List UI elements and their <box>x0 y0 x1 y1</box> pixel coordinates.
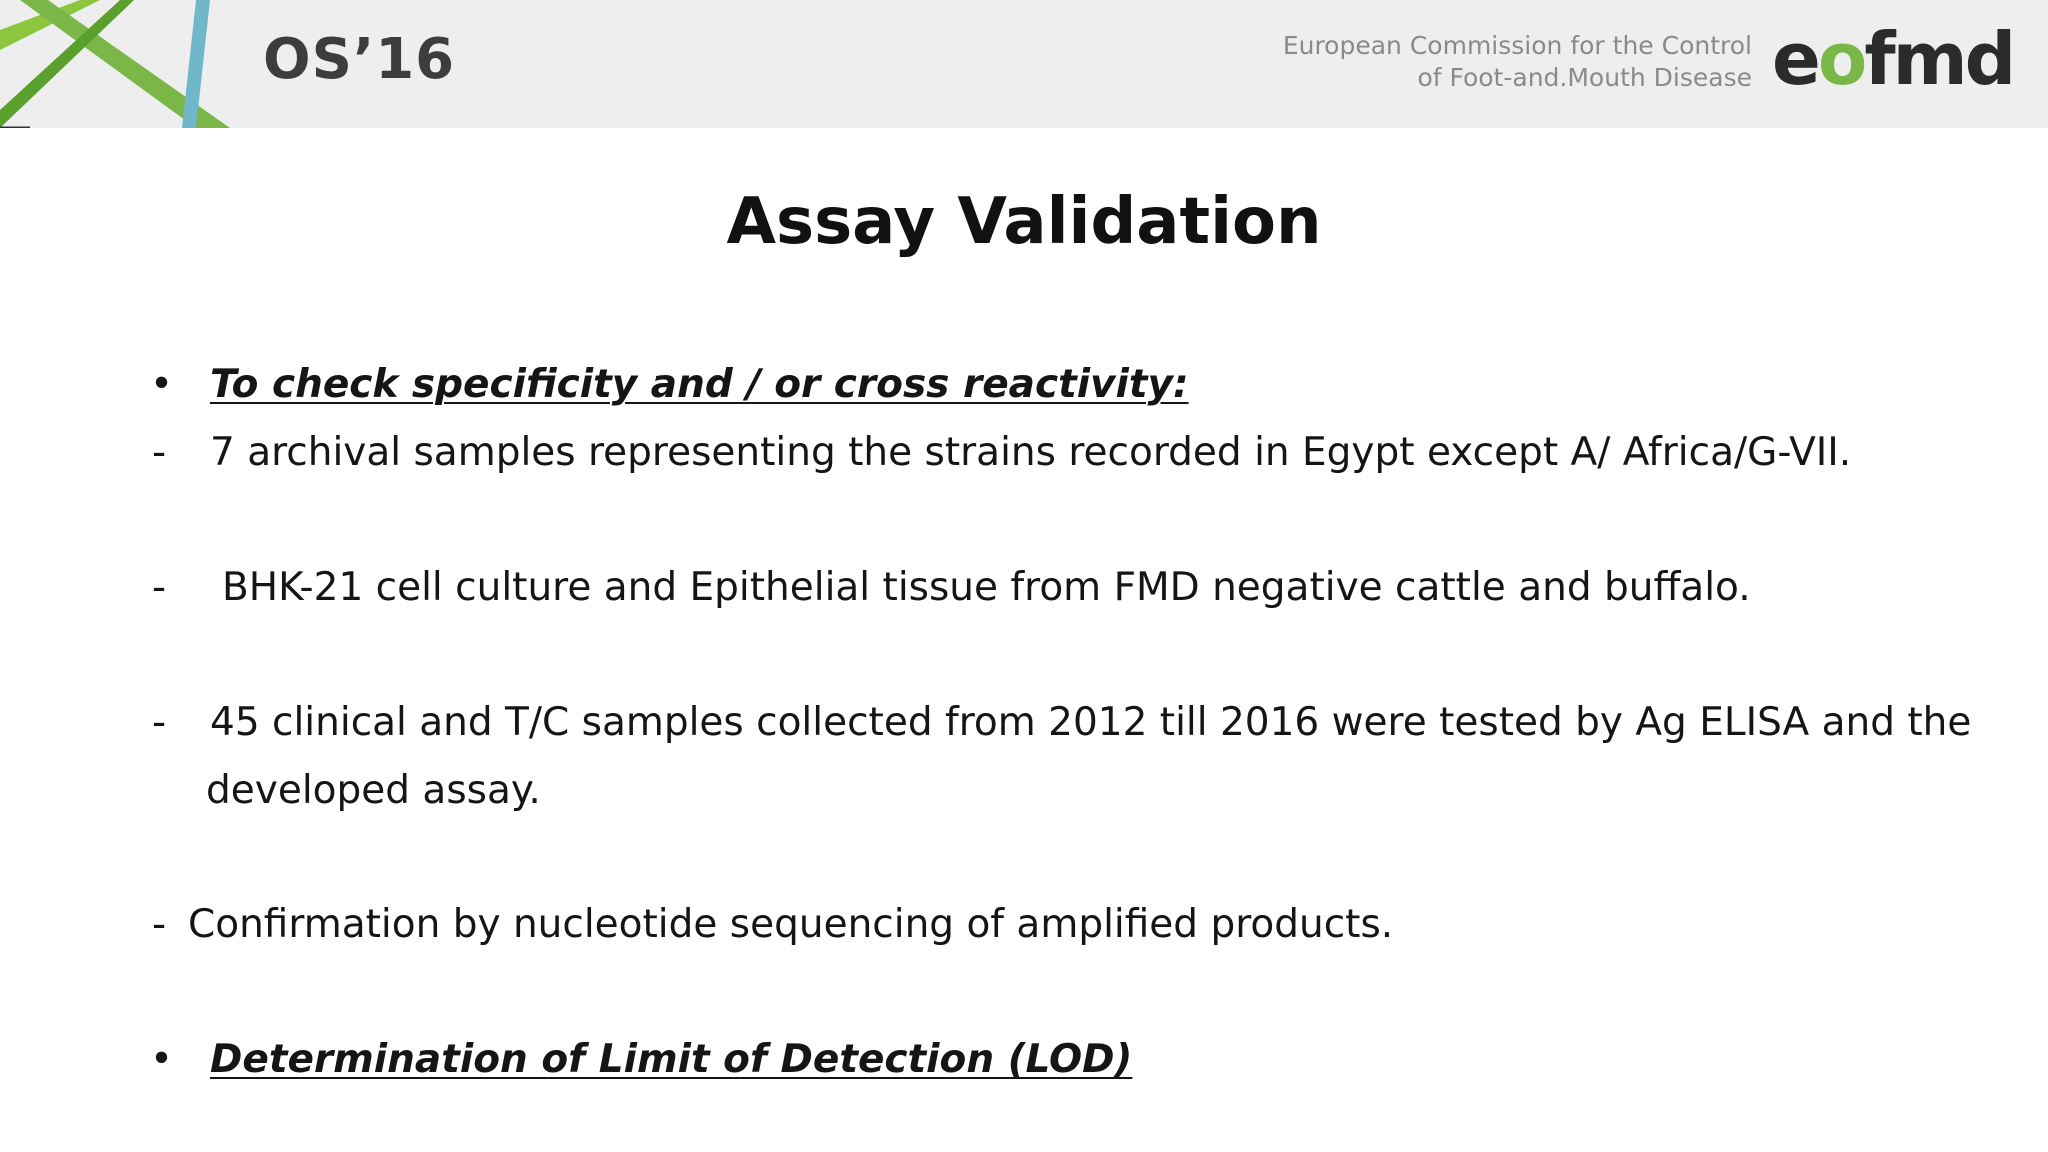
slide-header <box>0 0 2048 128</box>
decorative-stripes-graphic <box>0 0 230 128</box>
heading-specificity: To check specificity and / or cross reactivity: <box>210 362 1189 407</box>
eufmd-logo: eofmd <box>1772 17 2014 101</box>
item-confirmation-sequencing: Confirmation by nucleotide sequencing of amplified products. <box>188 902 1394 947</box>
event-label: OS’16 <box>263 27 456 92</box>
organization-name-line2: of Foot-and.Mouth Disease <box>1417 63 1752 92</box>
slide-title: Assay Validation <box>726 185 1322 259</box>
heading-limit-of-detection: Determination of Limit of Detection (LOD) <box>210 1037 1133 1082</box>
dash-marker: - <box>152 902 167 947</box>
item-clinical-samples-line1: 45 clinical and T/C samples collected from 2012 till 2016 were tested by Ag ELISA and the <box>210 700 1972 745</box>
organization-name-line1: European Commission for the Control <box>1282 31 1752 60</box>
item-clinical-samples-line2: developed assay. <box>206 768 541 813</box>
item-archival-samples: 7 archival samples representing the strains recorded in Egypt except A/ Africa/G-VII. <box>210 430 1852 475</box>
bullet-marker: • <box>150 1037 174 1082</box>
organization-name <box>1283 30 1752 94</box>
dash-marker: - <box>152 700 167 745</box>
item-bhk21-cell-culture: BHK-21 cell culture and Epithelial tissue from FMD negative cattle and buffalo. <box>222 565 1751 610</box>
dash-marker: - <box>152 430 167 475</box>
bullet-marker: • <box>150 362 174 407</box>
dash-marker: - <box>152 565 167 610</box>
